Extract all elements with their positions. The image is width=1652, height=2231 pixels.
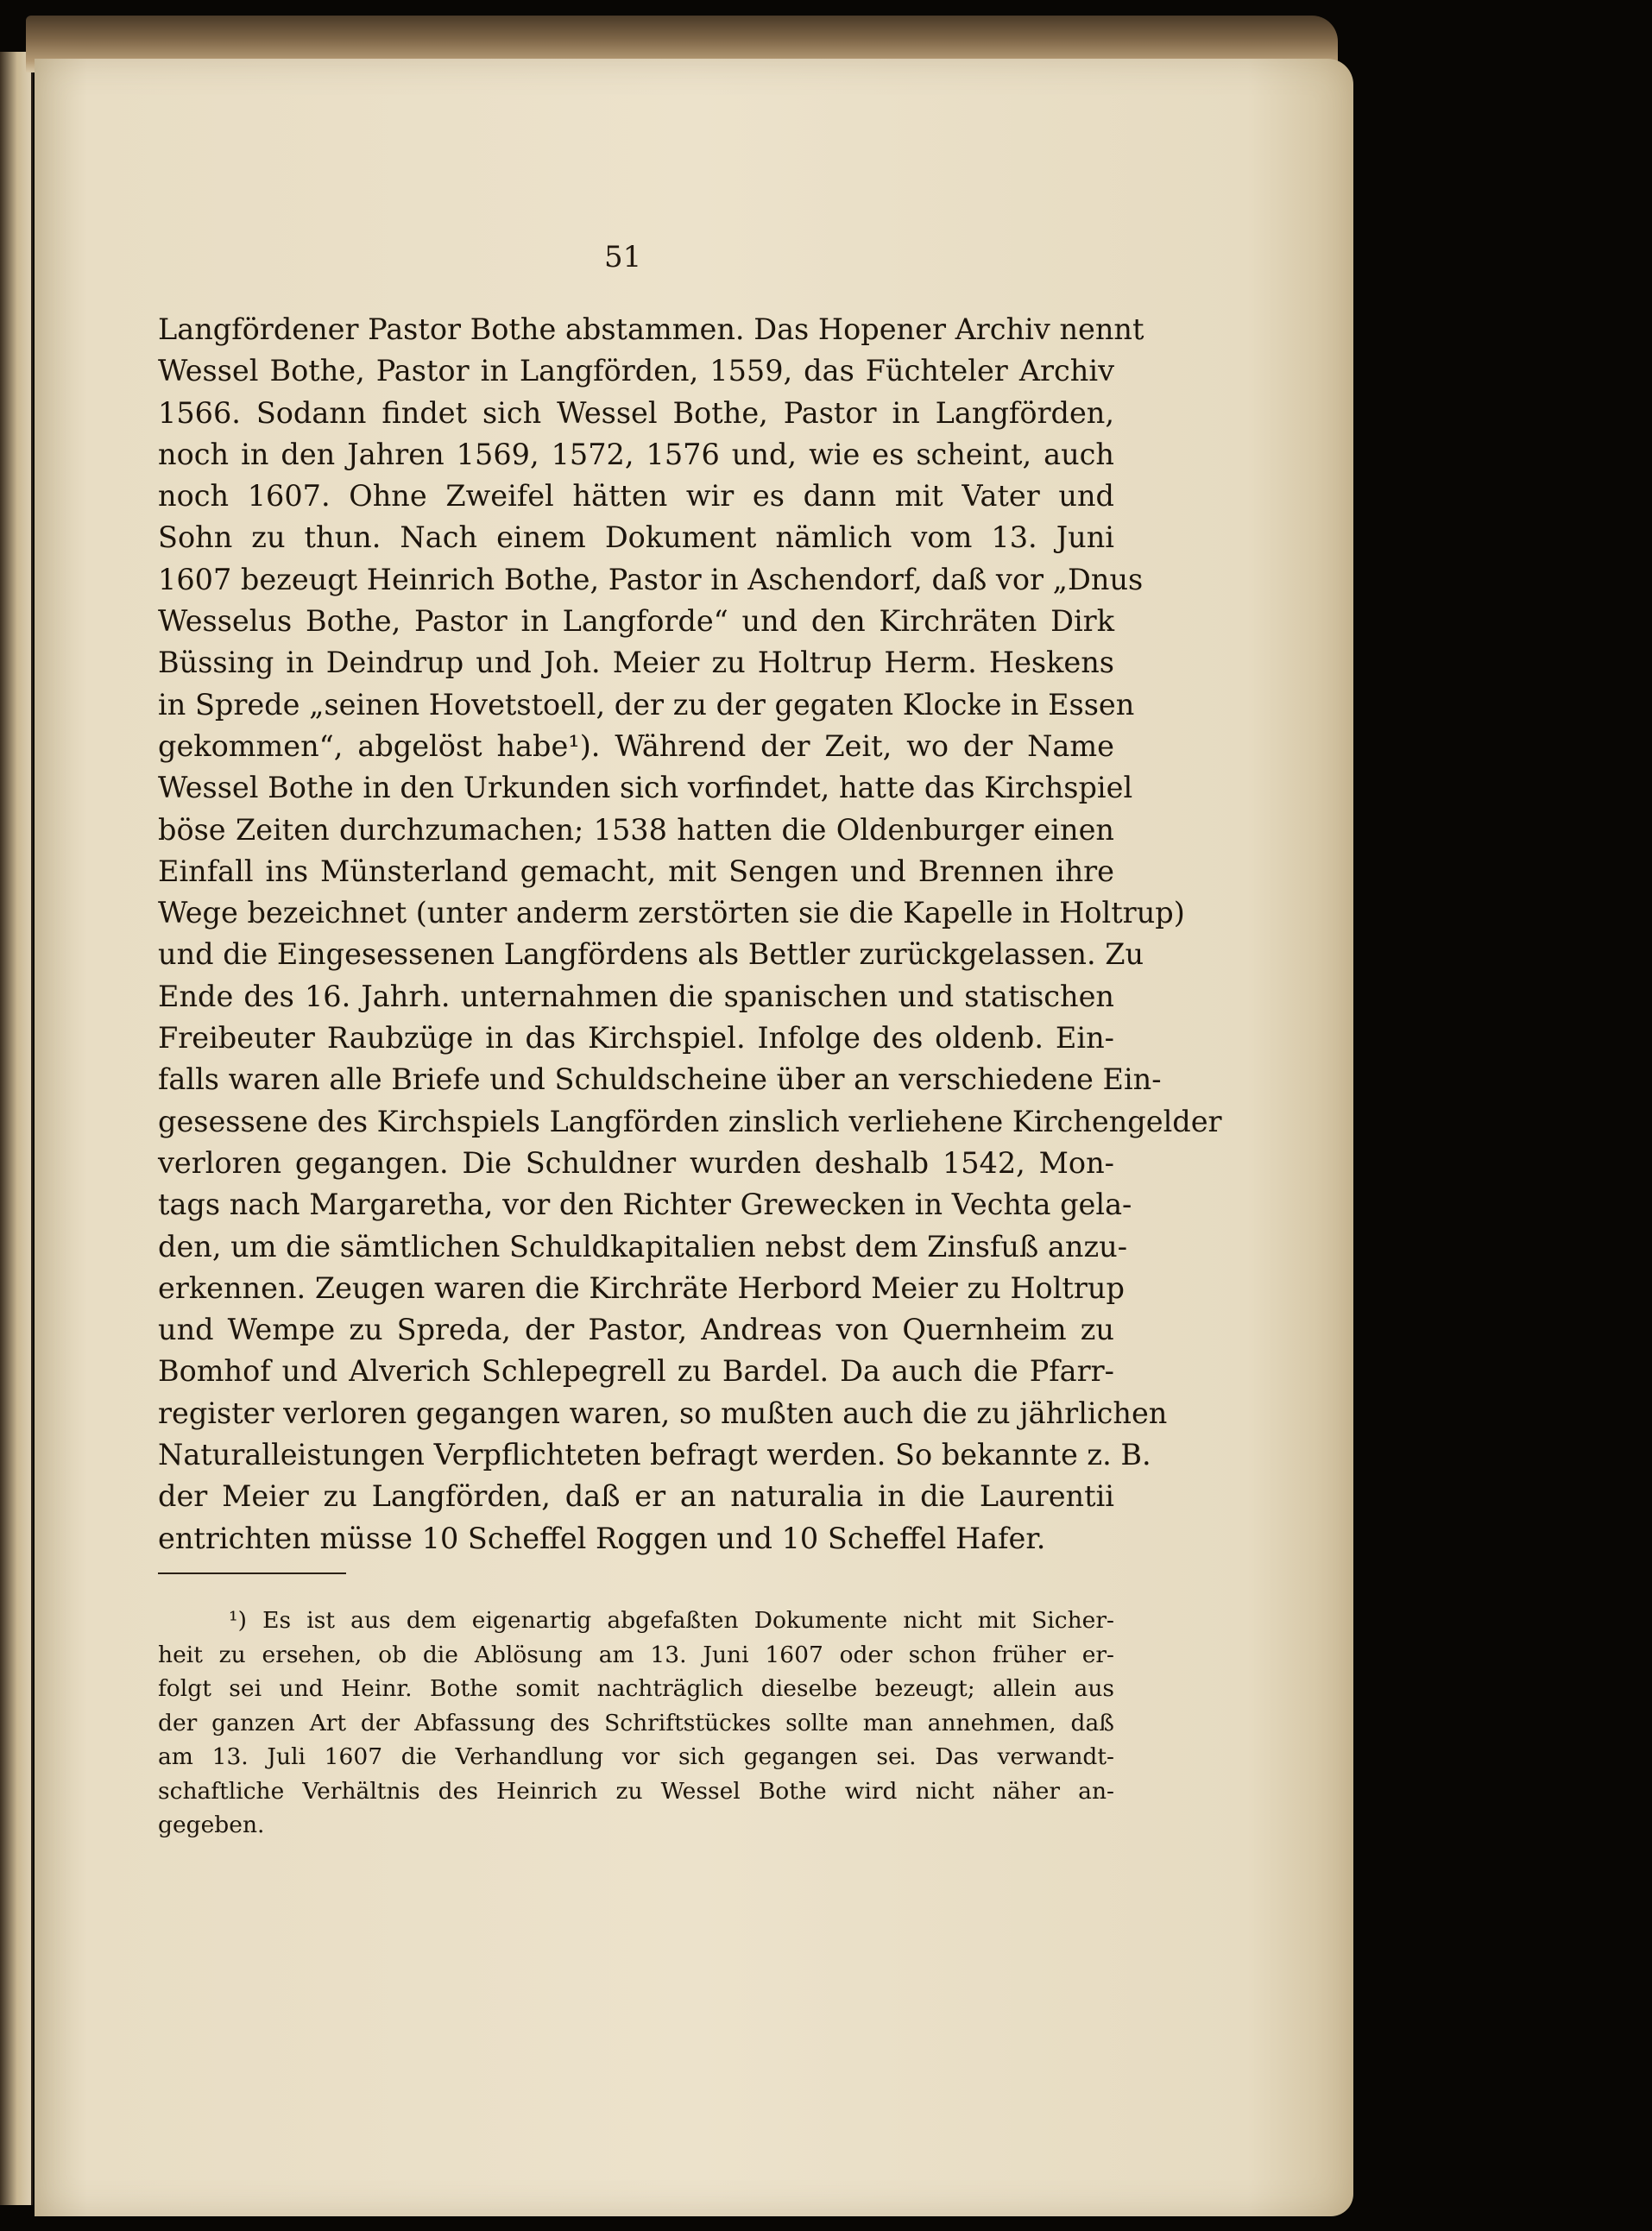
- text-line: gesessene des Kirchspiels Langförden zinslich verliehene Kirchengelder: [158, 1104, 1222, 1138]
- text-line: der Meier zu Langförden, daß er an naturalia in die Laurentii: [158, 1479, 1114, 1514]
- text-line: Naturalleistungen Verpflichteten befragt werden. So bekannte z. B.: [158, 1438, 1151, 1472]
- text-line: Bomhof und Alverich Schlepegrell zu Bardel. Da auch die Pfarr-: [158, 1354, 1114, 1389]
- footnote-line: folgt sei und Heinr. Bothe somit nachträglich dieselbe bezeugt; allein aus: [158, 1675, 1114, 1702]
- text-line: erkennen. Zeugen waren die Kirchräte Herbord Meier zu Holtrup: [158, 1270, 1125, 1305]
- footnote-line: heit zu ersehen, ob die Ablösung am 13. Juni 1607 oder schon früher er-: [158, 1641, 1114, 1668]
- left-page-edge: [0, 52, 33, 2205]
- text-line: und Wempe zu Spreda, der Pastor, Andreas von Quernheim zu: [158, 1313, 1114, 1347]
- text-line: 1566. Sodann findet sich Wessel Bothe, Pastor in Langförden,: [158, 395, 1114, 430]
- text-line: Büssing in Deindrup und Joh. Meier zu Holtrup Herm. Heskens: [158, 646, 1114, 680]
- text-line: Wege bezeichnet (unter anderm zerstörten sie die Kapelle in Holtrup): [158, 896, 1185, 930]
- footnote-line: der ganzen Art der Abfassung des Schriftstückes sollte man annehmen, daß: [158, 1709, 1114, 1736]
- text-line: noch 1607. Ohne Zweifel hätten wir es dann mit Vater und: [158, 479, 1114, 514]
- text-line: Sohn zu thun. Nach einem Dokument nämlich vom 13. Juni: [158, 520, 1114, 555]
- text-line: verloren gegangen. Die Schuldner wurden deshalb 1542, Mon-: [158, 1145, 1114, 1180]
- text-line: tags nach Margaretha, vor den Richter Grewecken in Vechta gela-: [158, 1188, 1132, 1222]
- text-line: gekommen“, abgelöst habe¹). Während der Zeit, wo der Name: [158, 728, 1114, 763]
- text-line: Einfall ins Münsterland gemacht, mit Sengen und Brennen ihre: [158, 854, 1114, 888]
- main-text: [158, 309, 1222, 1560]
- page-number: 51: [604, 240, 642, 274]
- text-line: noch in den Jahren 1569, 1572, 1576 und, wie es scheint, auch: [158, 437, 1114, 471]
- text-line: in Sprede „seinen Hovetstoell, der zu der gegaten Klocke in Essen: [158, 687, 1135, 722]
- footnote-line: ¹) Es ist aus dem eigenartig abgefaßten Dokumente nicht mit Sicher-: [229, 1607, 1114, 1634]
- text-line: falls waren alle Briefe und Schuldscheine über an verschiedene Ein-: [158, 1062, 1162, 1097]
- text-line: Wessel Bothe, Pastor in Langförden, 1559, das Füchteler Archiv: [158, 354, 1114, 388]
- footnote-line: am 13. Juli 1607 die Verhandlung vor sich gegangen sei. Das verwandt-: [158, 1743, 1114, 1770]
- text-line: Langfördener Pastor Bothe abstammen. Das Hopener Archiv nennt: [158, 312, 1144, 346]
- text-line: Ende des 16. Jahrh. unternahmen die spanischen und statischen: [158, 979, 1114, 1013]
- text-line: den, um die sämtlichen Schuldkapitalien nebst dem Zinsfuß anzu-: [158, 1229, 1128, 1264]
- text-line: und die Eingesessenen Langfördens als Bettler zurückgelassen. Zu: [158, 937, 1144, 972]
- text-line: Wesselus Bothe, Pastor in Langforde“ und den Kirchräten Dirk: [158, 604, 1114, 639]
- footnote-divider: [158, 1572, 346, 1574]
- text-line: böse Zeiten durchzumachen; 1538 hatten die Oldenburger einen: [158, 812, 1114, 847]
- text-line: Freibeuter Raubzüge in das Kirchspiel. Infolge des oldenb. Ein-: [158, 1021, 1114, 1056]
- text-line: entrichten müsse 10 Scheffel Roggen und 10 Scheffel Hafer.: [158, 1521, 1046, 1555]
- text-line: Wessel Bothe in den Urkunden sich vorfindet, hatte das Kirchspiel: [158, 771, 1133, 805]
- footnote-line: schaftliche Verhältnis des Heinrich zu Wessel Bothe wird nicht näher an-: [158, 1777, 1114, 1805]
- footnote-line: gegeben.: [158, 1812, 265, 1838]
- footnote: [158, 1604, 1114, 1843]
- text-line: 1607 bezeugt Heinrich Bothe, Pastor in Aschendorf, daß vor „Dnus: [158, 562, 1144, 596]
- text-line: register verloren gegangen waren, so mußten auch die zu jährlichen: [158, 1396, 1168, 1430]
